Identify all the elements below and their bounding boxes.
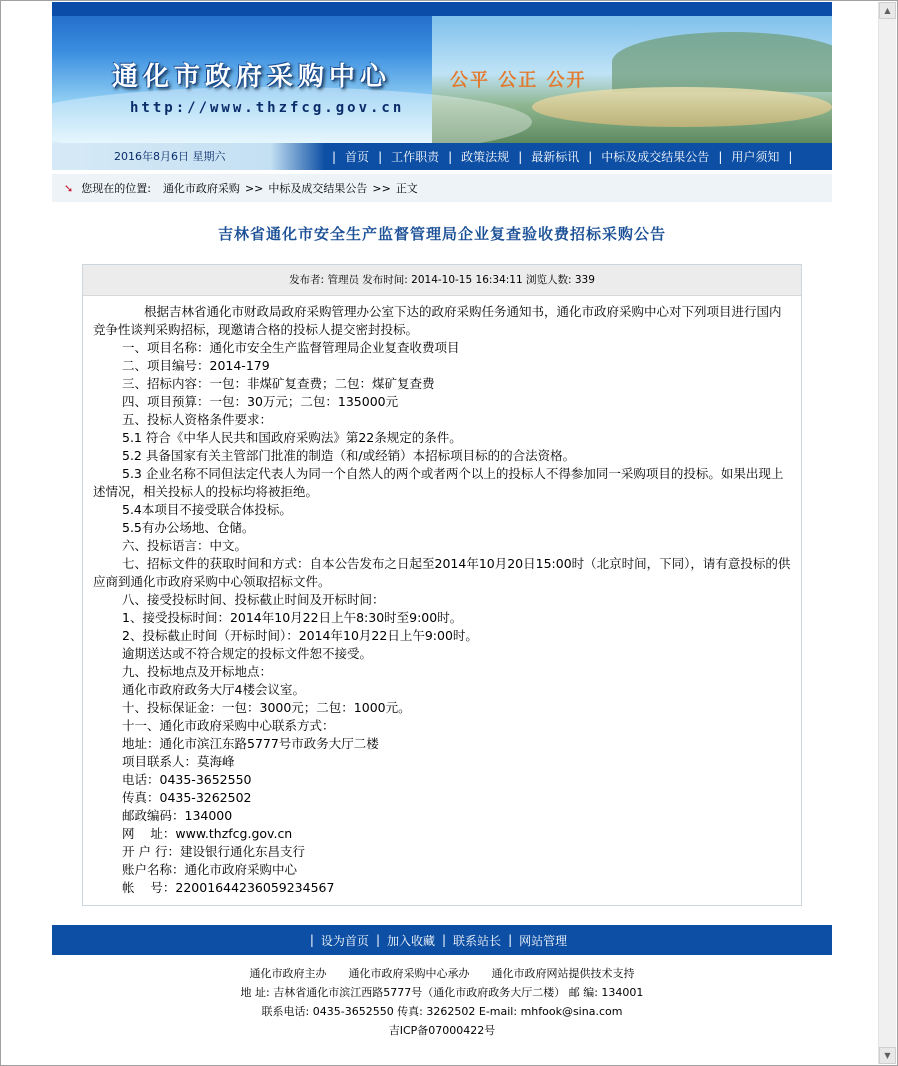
article-content xyxy=(93,303,793,897)
nav-item-user-notice[interactable]: 用户须知 xyxy=(731,150,780,164)
paragraph: 三、招标内容：一包：非煤矿复查费；二包：煤矿复查费 xyxy=(122,376,435,391)
article-title: 吉林省通化市安全生产监督管理局企业复查验收费招标采购公告 xyxy=(217,225,666,243)
footer-info xyxy=(52,964,832,1040)
paragraph: 网 址：www.thzfcg.gov.cn xyxy=(122,826,293,841)
breadcrumb-separator: >> xyxy=(372,181,391,195)
nav-item-policies[interactable]: 政策法规 xyxy=(461,150,510,164)
article-meta: 发布者: 管理员 发布时间: 2014-10-15 16:34:11 浏览人数: 339 xyxy=(83,265,801,296)
paragraph: 5.5有办公场地、仓储。 xyxy=(122,520,255,535)
paragraph: 传真：0435-3262502 xyxy=(122,790,252,805)
paragraph: 一、项目名称：通化市安全生产监督管理局企业复查收费项目 xyxy=(122,340,460,355)
footer-host: 通化市政府主办 xyxy=(249,967,327,980)
scroll-up-arrow-icon[interactable]: ▲ xyxy=(879,2,896,19)
footer-undertaker: 通化市政府采购中心承办 xyxy=(348,967,470,980)
paragraph: 项目联系人：莫海峰 xyxy=(122,754,235,769)
breadcrumb-prefix: 您现在的位置: xyxy=(81,182,151,195)
vertical-scrollbar[interactable] xyxy=(878,2,896,1064)
banner-slogan: 公平 公正 公开 xyxy=(450,70,587,91)
nav-item-home[interactable]: 首页 xyxy=(345,150,370,164)
breadcrumb-category[interactable]: 中标及成交结果公告 xyxy=(268,182,368,195)
main-nav-bar xyxy=(52,143,832,170)
footer-nav: | 设为首页 | 加入收藏 | 联系站长 | 网站管理 xyxy=(52,925,832,955)
paragraph: 十一、通化市政府采购中心联系方式： xyxy=(122,718,335,733)
site-banner xyxy=(52,2,832,143)
site-url: http://www.thzfcg.gov.cn xyxy=(130,100,405,116)
paragraph: 八、接受投标时间、投标截止时间及开标时间： xyxy=(122,592,385,607)
paragraph: 九、投标地点及开标地点： xyxy=(122,664,273,679)
paragraph: 通化市政府政务大厅4楼会议室。 xyxy=(122,682,305,697)
contact-webmaster-link[interactable]: 联系站长 xyxy=(453,933,502,948)
current-date: 2016年8月6日 星期六 xyxy=(114,150,226,163)
paragraph: 1、接受投标时间：2014年10月22日上午8:30时至9:00时。 xyxy=(122,610,463,625)
footer-address: 地 址: 吉林省通化市滨江西路5777号（通化市政府政务大厅二楼） 邮 编: 134001 xyxy=(240,986,644,999)
paragraph: 电话：0435-3652550 xyxy=(122,772,252,787)
paragraph: 七、招标文件的获取时间和方式：自本公告发布之日起至2014年10月20日15:00时（北京时间，下同），请有意投标的供应商到通化市政府采购中心领取招标文件。 xyxy=(93,556,791,589)
location-arrow-icon: ➘ xyxy=(64,181,74,195)
paragraph: 账户名称：通化市政府采购中心 xyxy=(122,862,298,877)
site-title: 通化市政府采购中心 xyxy=(112,62,392,92)
footer-sponsors xyxy=(52,964,832,983)
city-photo-hills xyxy=(612,32,832,92)
breadcrumb-separator: >> xyxy=(244,181,264,195)
site-admin-link[interactable]: 网站管理 xyxy=(519,933,568,948)
footer-tech-support: 通化市政府网站提供技术支持 xyxy=(491,967,635,980)
scroll-down-arrow-icon[interactable]: ▼ xyxy=(879,1047,896,1064)
paragraph: 地址：通化市滨江东路5777号市政务大厅二楼 xyxy=(122,736,379,751)
paragraph: 逾期送达或不符合规定的投标文件恕不接受。 xyxy=(122,646,373,661)
paragraph: 十、投标保证金：一包：3000元；二包：1000元。 xyxy=(122,700,411,715)
paragraph: 开 户 行：建设银行通化东昌支行 xyxy=(122,844,305,859)
main-nav: | 首页 | 工作职责 | 政策法规 | 最新标讯 | 中标及成交结果公告 | 用户须知 | xyxy=(332,149,793,164)
footer-contact: 联系电话: 0435-3652550 传真: 3262502 E-mail: mhfook@sina.com xyxy=(261,1005,623,1018)
paragraph: 四、项目预算：一包：30万元；二包：135000元 xyxy=(122,394,399,409)
paragraph: 5.1 符合《中华人民共和国政府采购法》第22条规定的条件。 xyxy=(122,430,462,445)
paragraph: 六、投标语言：中文。 xyxy=(122,538,248,553)
nav-item-latest-tenders[interactable]: 最新标讯 xyxy=(531,150,580,164)
nav-item-award-results[interactable]: 中标及成交结果公告 xyxy=(601,150,710,164)
city-photo-river xyxy=(532,87,832,127)
footer-icp: 吉ICP备07000422号 xyxy=(388,1024,496,1037)
nav-item-duties[interactable]: 工作职责 xyxy=(391,150,440,164)
paragraph: 5.3 企业名称不同但法定代表人为同一个自然人的两个或者两个以上的投标人不得参加同一采购项目的投标。如果出现上述情况，相关投标人的投标均将被拒绝。 xyxy=(93,466,784,499)
paragraph: 帐 号：22001644236059234567 xyxy=(122,880,335,895)
paragraph: 2、投标截止时间（开标时间）：2014年10月22日上午9:00时。 xyxy=(122,628,478,643)
set-homepage-link[interactable]: 设为首页 xyxy=(320,933,369,948)
breadcrumb xyxy=(52,174,832,202)
paragraph: 5.2 具备国家有关主管部门批准的制造（和/或经销）本招标项目标的的合法资格。 xyxy=(122,448,576,463)
article-box xyxy=(82,264,802,906)
paragraph: 邮政编码：134000 xyxy=(122,808,233,823)
add-favorite-link[interactable]: 加入收藏 xyxy=(386,933,435,948)
breadcrumb-home[interactable]: 通化市政府采购 xyxy=(162,182,240,195)
paragraph: 5.4本项目不接受联合体投标。 xyxy=(122,502,292,517)
page-container xyxy=(52,2,832,1037)
banner-top-strip xyxy=(52,2,832,16)
breadcrumb-current: 正文 xyxy=(395,182,418,195)
paragraph: 五、投标人资格条件要求： xyxy=(122,412,273,427)
paragraph: 二、项目编号：2014-179 xyxy=(122,358,270,373)
paragraph: 根据吉林省通化市财政局政府采购管理办公室下达的政府采购任务通知书，通化市政府采购中心对下列项目进行国内竞争性谈判采购招标，现邀请合格的投标人提交密封投标。 xyxy=(93,304,782,337)
